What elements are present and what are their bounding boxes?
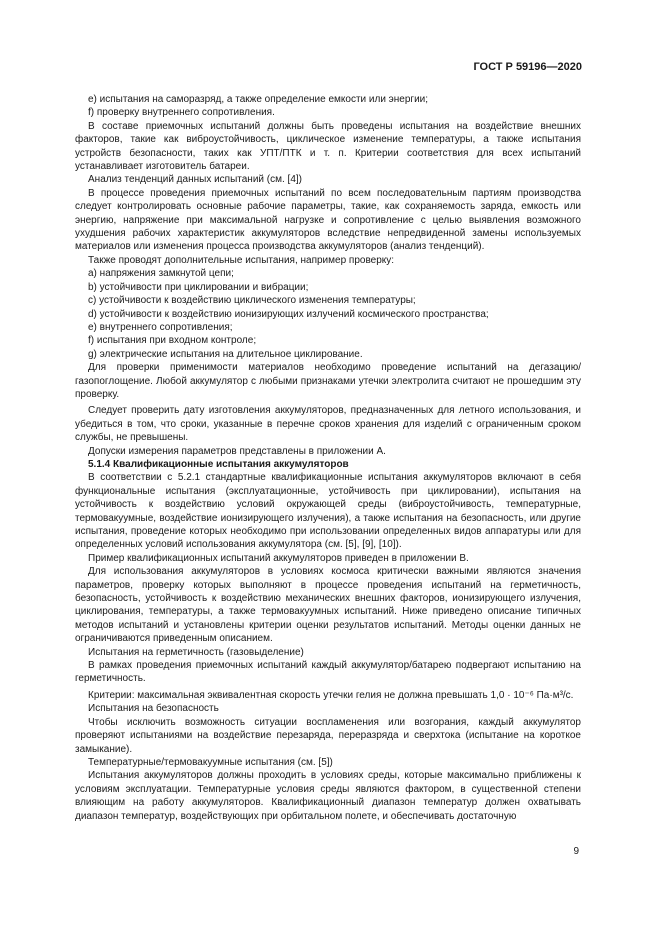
subheading-hermeticity: Испытания на герметичность (газовыделение) <box>88 646 304 658</box>
list-item-a: a) напряжения замкнутой цепи; <box>88 268 234 280</box>
paragraph-hermeticity: В рамках проведения приемочных испытаний каждый аккумулятор/батарею подвергают испытанию на герметичность. <box>75 660 581 685</box>
paragraph-degassing: Для проверки применимости материалов необходимо проведение испытаний на дегазацию/газопоглощение. Любой аккумулятор с любыми признаками утечки электролита считают не прошедшим эту проверку. <box>75 362 581 400</box>
paragraph-example: Пример квалификационных испытаний аккумуляторов приведен в приложении В. <box>88 552 469 564</box>
paragraph-criteria: Критерии: максимальная эквивалентная скорость утечки гелия не должна превышать 1,0 · 10⁻⁶ Па·м³/с. <box>88 689 574 701</box>
paragraph-qualification: В соответствии с 5.2.1 стандартные квалификационные испытания аккумуляторов включают в себя функциональные испытания (эксплуатационные, устойчивость при циклировании), испытания на устойчивость к воздействию условий окружающей среды (виброустойчивость, температурные, термовакуумные, воздействие ионизирующего излучения), а также испытания на безопасность, или другие испытания, проведение которых необходимо при использовании определенных видов аппаратуры или для определенных условий использования аккумулятора (см. [5], [9], [10]). <box>75 472 581 551</box>
paragraph-space-conditions: Для использования аккумуляторов в условиях космоса критически важными являются значения параметров, проверку которых выполняют в процессе проведения испытаний на герметичность, безопасность, устойчивость к воздействию механических внешних факторов, ионизирующего излучения, циклирования, температуры, а также термовакуумных испытаний. Ниже приведено описание типичных методов испытаний и установлены критерии оценки результатов испытаний. Методы оценки данных не ограничиваются приведенным описанием. <box>75 566 581 645</box>
list-item-c: c) устойчивости к воздействию циклического изменения температуры; <box>88 295 416 307</box>
subheading-thermal: Температурные/термовакуумные испытания (см. [5]) <box>88 756 333 768</box>
list-item-e: e) испытания на саморазряд, а также определение емкости или энергии; <box>88 94 429 105</box>
list-item-b: b) устойчивости при циклировании и вибрации; <box>88 281 309 293</box>
list-item-d: d) устойчивости к воздействию ионизирующих излучений космического пространства; <box>88 308 489 320</box>
subheading-safety: Испытания на безопасность <box>88 703 219 715</box>
paragraph-acceptance-tests: В составе приемочных испытаний должны быть проведены испытания на воздействие внешних факторов, такие как виброустойчивость, циклическое изменение температуры, а также испытания устройств безопасности, таких как УПТ/ПТК и т. п. Критерии соответствия для всех испытаний устанавливает изготовитель батареи. <box>75 120 581 173</box>
paragraph-additional-tests: Также проводят дополнительные испытания, например проверку: <box>88 254 395 266</box>
paragraph-safety: Чтобы исключить возможность ситуации воспламенения или возгорания, каждый аккумулятор проверяют испытаниями на воздействие перезаряда, переразряда и сверхтока (испытание на короткое замыкание). <box>75 716 581 755</box>
page-number: 9 <box>573 846 579 857</box>
section-heading-5-1-4: 5.1.4 Квалификационные испытания аккумуляторов <box>88 458 349 470</box>
document-header: ГОСТ Р 59196—2020 <box>473 61 582 73</box>
list-item-f2: f) испытания при входном контроле; <box>88 335 257 347</box>
list-item-g: g) электрические испытания на длительное циклирование. <box>88 348 363 360</box>
paragraph-thermal: Испытания аккумуляторов должны проходить в условиях среды, которые максимально приближены к условиям эксплуатации. Температурные условия среды являются фактором, в существенной степени влияющим на работу аккумуляторов. Квалификационный диапазон температур должен охватывать диапазон температур, воздействующих при орбитальном полете, и обеспечивать достаточную <box>75 770 581 822</box>
document-body <box>75 93 581 823</box>
paragraph-manufacture-date: Следует проверить дату изготовления аккумуляторов, предназначенных для летного использования, и убедиться в том, что сроки, указанные в перечне сроков хранения для изделий с ограниченным сроком службы, не превышены. <box>75 405 581 444</box>
paragraph-trend-analysis: В процессе проведения приемочных испытаний по всем последовательным партиям производства следует контролировать основные рабочие параметры, такие, как сохраняемость заряда, емкость или энергию, напряжение при максимальной нагрузке и сопротивление с целью выявления возможного ухудшения рабочих характеристик аккумуляторов вследствие непредвиденной замены используемых материалов или изменения процесса производства аккумуляторов (анализ тенденций). <box>75 187 581 253</box>
subheading-trend-analysis: Анализ тенденций данных испытаний (см. [4]) <box>88 174 302 186</box>
list-item-e2: e) внутреннего сопротивления; <box>88 321 233 333</box>
paragraph-tolerances: Допуски измерения параметров представлены в приложении А. <box>88 445 386 457</box>
list-item-f: f) проверку внутреннего сопротивления. <box>88 107 275 119</box>
